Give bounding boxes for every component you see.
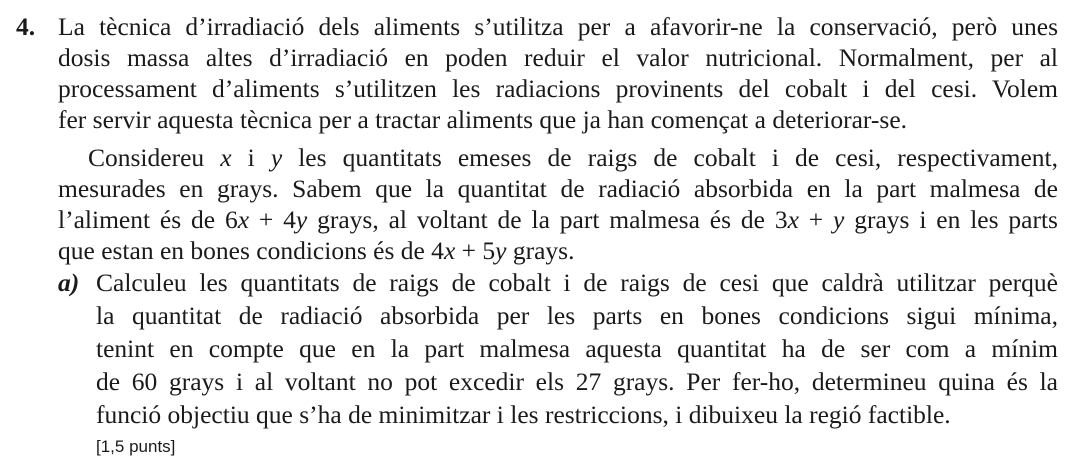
- part-a-label: a): [58, 268, 80, 297]
- p2-line-4: que estan en bones condicions és de 4x + 5y grays.: [58, 236, 575, 265]
- points-label: [1,5 punts]: [96, 437, 176, 456]
- var-y: y: [270, 143, 283, 172]
- p2-line-3: l’aliment és de 6x + 4y grays, al voltant de la part malmesa és de 3x + y grays i en les parts: [58, 205, 1058, 234]
- part-a-line-5: funció objectiu que s’ha de minimitzar i les restriccions, i dibuixeu la regió factible.: [96, 400, 951, 429]
- part-a-line-3: tenint en compte que en la part malmesa aquesta quantitat ha de ser com a mínim: [96, 334, 1058, 363]
- part-a-line-2: la quantitat de radiació absorbida per les parts en bones condicions sigui mínima,: [96, 301, 1058, 330]
- intro-line-2: dosis massa altes d’irradiació en poden reduir el valor nutricional. Normalment, per al: [58, 43, 1058, 72]
- intro-line-4: fer servir aquesta tècnica per a tractar aliments que ja han començat a deteriorar-se.: [58, 105, 908, 134]
- part-a-line-1: Calculeu les quantitats de raigs de cobalt i de raigs de cesi que caldrà utilitzar perquè: [96, 268, 1058, 297]
- p2-line-2: mesurades en grays. Sabem que la quantitat de radiació absorbida en la part malmesa de: [58, 174, 1058, 203]
- intro-line-1: La tècnica d’irradiació dels aliments s’utilitza per a afavorir-ne la conservació, però unes: [58, 12, 1058, 41]
- p2-line-1: Considereu x i y les quantitats emeses de raigs de cobalt i de cesi, respectivament,: [88, 143, 1059, 172]
- intro-line-3: processament d’aliments s’utilitzen les radiacions provinents del cobalt i del cesi. Volem: [58, 74, 1058, 103]
- problem-number: 4.: [16, 12, 36, 41]
- part-a-line-4: de 60 grays i al voltant no pot excedir els 27 grays. Per fer-ho, determineu quina és la: [96, 367, 1058, 396]
- var-x: x: [220, 143, 232, 172]
